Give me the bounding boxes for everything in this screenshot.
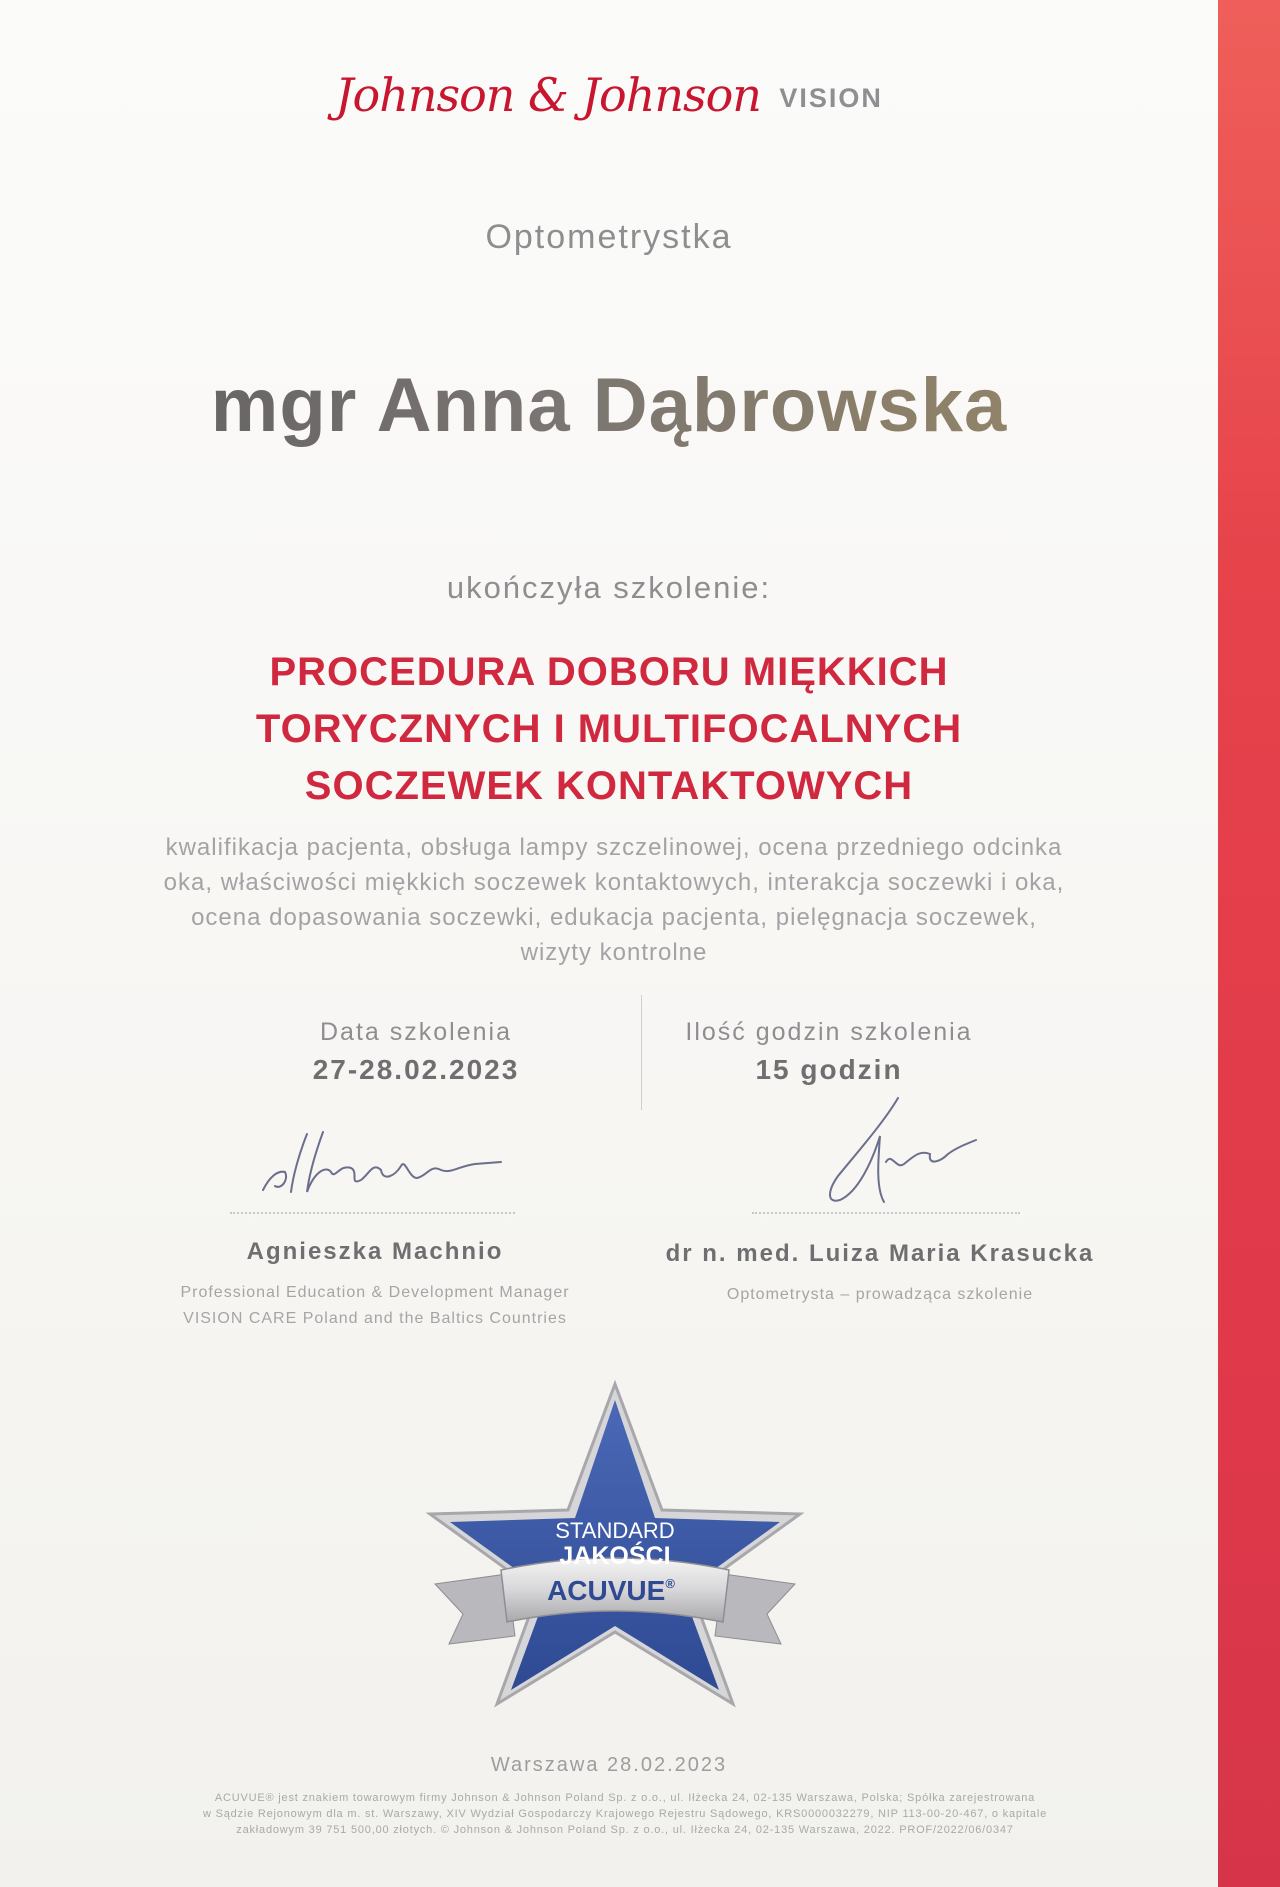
signatory-title-right [620,1282,1140,1308]
place-and-date: Warszawa 28.02.2023 [490,1754,728,1776]
acuvue-quality-badge [415,1378,815,1708]
completed-label: ukończyła szkolenie: [446,570,772,605]
course-title-line: PROCEDURA DOBORU MIĘKKICH [269,650,949,694]
brand-logo-vision: VISION [779,83,883,113]
red-side-bar [1218,0,1280,1887]
training-date-label: Data szkolenia [320,1018,512,1046]
brand-logo-script: Johnson & Johnson [335,68,761,122]
legal-line: ACUVUE® jest znakiem towarowym firmy Johnson & Johnson Poland Sp. z o.o., ul. Iłżecka 24, 02-135 Warszawa, Polska; Spółka zarejestrowana [214,1792,1036,1804]
topics-line: wizyty kontrolne [520,939,708,966]
signatory-title-line: Optometrysta – prowadząca szkolenie [726,1286,1034,1303]
topics-line: ocena dopasowania soczewki, edukacja pacjenta, pielęgnacja soczewek, [191,904,1037,931]
training-date-value: 27-28.02.2023 [312,1054,520,1085]
course-title [0,644,1218,815]
training-hours-value: 15 godzin [755,1054,903,1085]
topics-line: kwalifikacja pacjenta, obsługa lampy szczelinowej, ocena przedniego odcinka [165,834,1063,861]
legal-notice [80,1790,1170,1838]
legal-line: zakładowym 39 751 500,00 złotych. © Johnson & Johnson Poland Sp. z o.o., ul. Iłżecka 24, 02-135 Warszawa, 2022. PROF/2022/06/0347 [236,1824,1014,1836]
legal-line: w Sądzie Rejonowym dla m. st. Warszawy, XIV Wydział Gospodarczy Krajowego Rejestru Sądowego, KRS0000032279, NIP 113-00-20-467, o kapitale [202,1808,1047,1820]
signatory-title-line: VISION CARE Poland and the Baltics Countries [183,1310,567,1327]
topics-line: oka, właściwości miękkich soczewek kontaktowych, interakcja soczewki i oka, [163,869,1065,896]
badge-text-jakosci: JAKOŚCI [559,1542,671,1570]
course-topics [70,830,1158,970]
course-title-line: TORYCZNYCH I MULTIFOCALNYCH [255,707,963,751]
recipient-name: mgr Anna Dąbrowska [0,362,1218,449]
course-title-line: SOCZEWEK KONTAKTOWYCH [304,764,914,808]
recipient-role: Optometrystka [485,218,733,256]
signature-left [255,1120,515,1200]
training-hours-label: Ilość godzin szkolenia [685,1018,973,1046]
signatory-title-line: Professional Education & Development Manager [180,1284,570,1301]
signature-line-right [752,1212,1020,1214]
column-divider [641,995,642,1110]
badge-text-acuvue: ACUVUE® [547,1575,675,1606]
signature-right [780,1092,980,1212]
signature-line-left [230,1212,515,1214]
signatory-title-left [100,1280,650,1332]
badge-text-standard: STANDARD [555,1518,675,1543]
brand-logo [0,68,1218,122]
signatory-name-right: dr n. med. Luiza Maria Krasucka [665,1240,1095,1267]
signatory-name-left: Agnieszka Machnio [246,1238,504,1265]
